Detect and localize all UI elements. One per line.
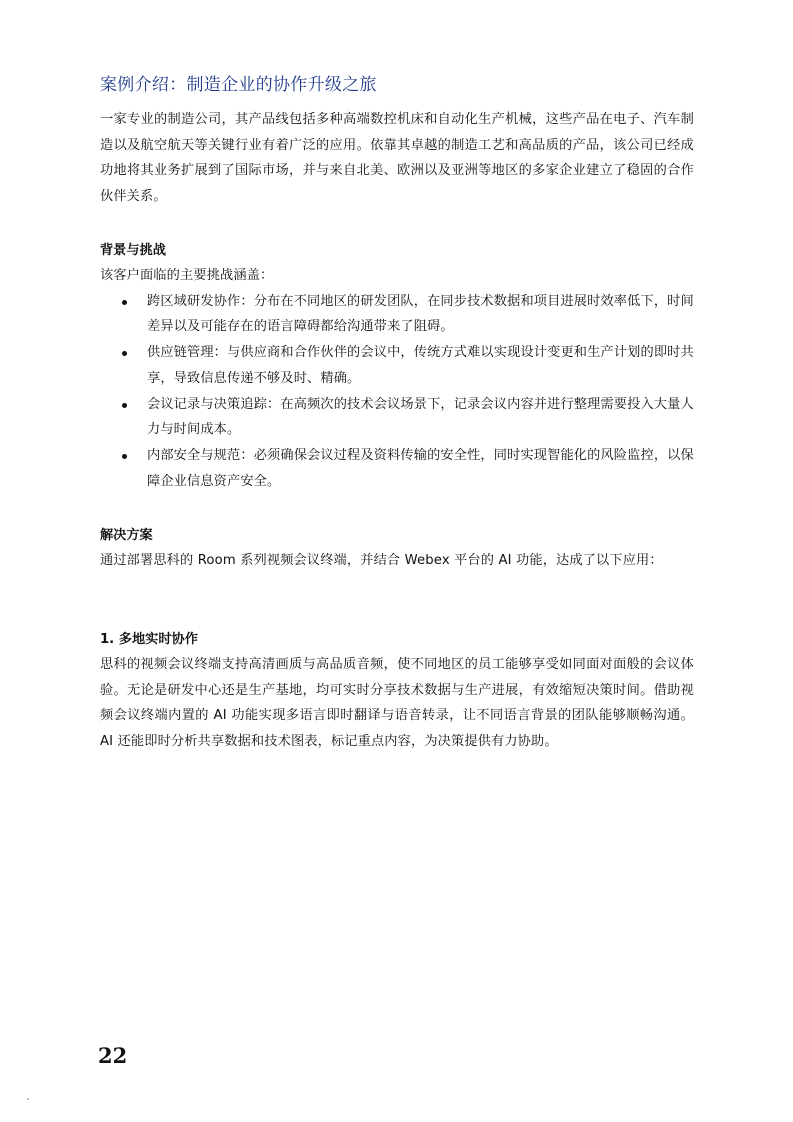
list-item — [100, 289, 694, 341]
solution-text: 通过部署思科的 Room 系列视频会议终端，并结合 Webex 平台的 AI 功能，达成了以下应用： — [100, 553, 663, 568]
collaboration-text: 思科的视频会议终端支持高清画质与高品质音频，使不同地区的员工能够享受如同面对面般的会议体验。无论是研发中心还是生产基地，均可实时分享技术数据与生产进展，有效缩短决策时间。借助视频会议终端内置的 AI 功能实现多语言即时翻译与语音转录，让不同语言背景的团队能够顺畅沟通。AI 还能即时分析共享数据和技术图表，标记重点内容，为决策提供有力协助。 — [100, 657, 694, 749]
solution-section — [100, 523, 694, 574]
list-item — [100, 443, 694, 495]
bullet-icon — [122, 300, 127, 305]
list-item-text: 会议记录与决策追踪：在高频次的技术会议场景下，记录会议内容并进行整理需要投入大量人力与时间成本。 — [147, 396, 694, 438]
list-item — [100, 392, 694, 444]
solution-heading: 解决方案 — [100, 528, 153, 543]
bullet-icon — [122, 351, 127, 356]
list-item-text: 供应链管理：与供应商和合作伙伴的会议中，传统方式难以实现设计变更和生产计划的即时共享，导致信息传递不够及时、精确。 — [147, 345, 694, 386]
collaboration-section — [100, 627, 694, 754]
scan-mark — [27, 1098, 29, 1100]
bullet-icon — [122, 403, 127, 408]
list-item-text: 跨区域研发协作：分布在不同地区的研发团队，在同步技术数据和项目进展时效率低下，时间差异以及可能存在的语言障碍都给沟通带来了阻碍。 — [147, 293, 694, 335]
challenge-list — [100, 289, 694, 495]
list-item — [100, 340, 694, 392]
bullet-icon — [122, 454, 127, 459]
background-section — [100, 238, 694, 495]
list-item-text: 内部安全与规范：必须确保会议过程及资料传输的安全性，同时实现智能化的风险监控，以保障企业信息资产安全。 — [147, 448, 694, 490]
page-title: 案例介绍：制造企业的协作升级之旅 — [100, 75, 377, 95]
background-lead: 该客户面临的主要挑战涵盖： — [100, 268, 274, 283]
page-number: 22 — [98, 1043, 128, 1068]
background-heading: 背景与挑战 — [100, 243, 166, 258]
intro-paragraph: 一家专业的制造公司，其产品线包括多种高端数控机床和自动化生产机械，这些产品在电子、汽车制造以及航空航天等关键行业有着广泛的应用。依靠其卓越的制造工艺和高品质的产品，该公司已经成功地将其业务扩展到了国际市场，并与来自北美、欧洲以及亚洲等地区的多家企业建立了稳固的合作伙伴关系。 — [100, 112, 694, 204]
collaboration-heading: 1. 多地实时协作 — [100, 632, 198, 647]
